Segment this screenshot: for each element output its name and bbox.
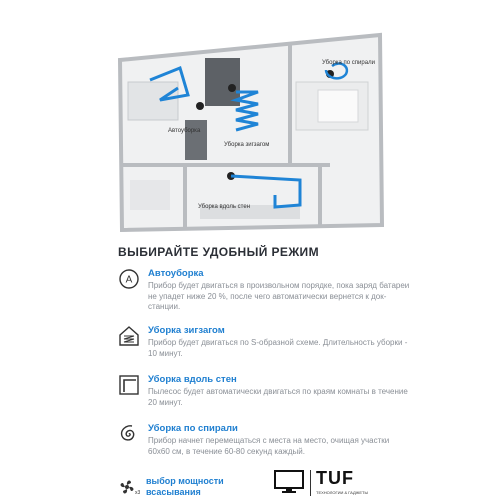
monitor-icon [274,470,304,494]
svg-text:A: A [125,274,133,286]
mode-wall-title: Уборка вдоль стен [148,374,237,385]
brand-separator [310,470,311,496]
mode-auto-desc: Прибор будет двигаться в произвольном порядке, пока заряд батареи не упадет ниже 20 %, после чего автоматически вернется к док-станции. [148,281,410,311]
auto-a-icon [118,268,140,290]
brand-logo [274,468,369,498]
spiral-icon [118,423,140,445]
mode-zigzag-desc: Прибор будет двигаться по S-образной схеме. Длительность уборки - 10 минут. [148,338,408,358]
corner-wall-icon [118,374,140,396]
brand-name: TUF [316,468,354,488]
label-spiral: Уборка по спирали [322,60,375,66]
floor-plan-illustration [0,0,500,240]
mode-wall-desc: Пылесос будет автоматически двигаться по краям комнаты в течение 20 минут. [148,387,408,407]
brand-subtitle: ТЕХНОЛОГИИ & ГАДЖЕТЫ [316,490,369,495]
label-zigzag: Уборка зигзагом [224,142,270,148]
mode-spiral-title: Уборка по спирали [148,423,238,434]
footer-line-1: выбор мощности [146,476,224,486]
footer-suction-label [146,476,224,498]
mode-spiral-desc: Прибор начнет перемещаться с места на место, очищая участки 60х60 см, в течение 60-80 секунд каждый. [148,436,390,456]
house-zigzag-icon [118,325,140,347]
fan-icon [118,478,140,496]
mode-auto-title: Автоуборка [148,268,204,279]
label-auto: Автоуборка [168,128,201,134]
page-title: ВЫБИРАЙТЕ УДОБНЫЙ РЕЖИМ [118,245,319,259]
label-wall: Уборка вдоль стен [198,204,251,210]
svg-text:x3: x3 [135,490,140,496]
mode-zigzag-title: Уборка зигзагом [148,325,225,336]
footer-line-2: всасывания [146,487,201,497]
